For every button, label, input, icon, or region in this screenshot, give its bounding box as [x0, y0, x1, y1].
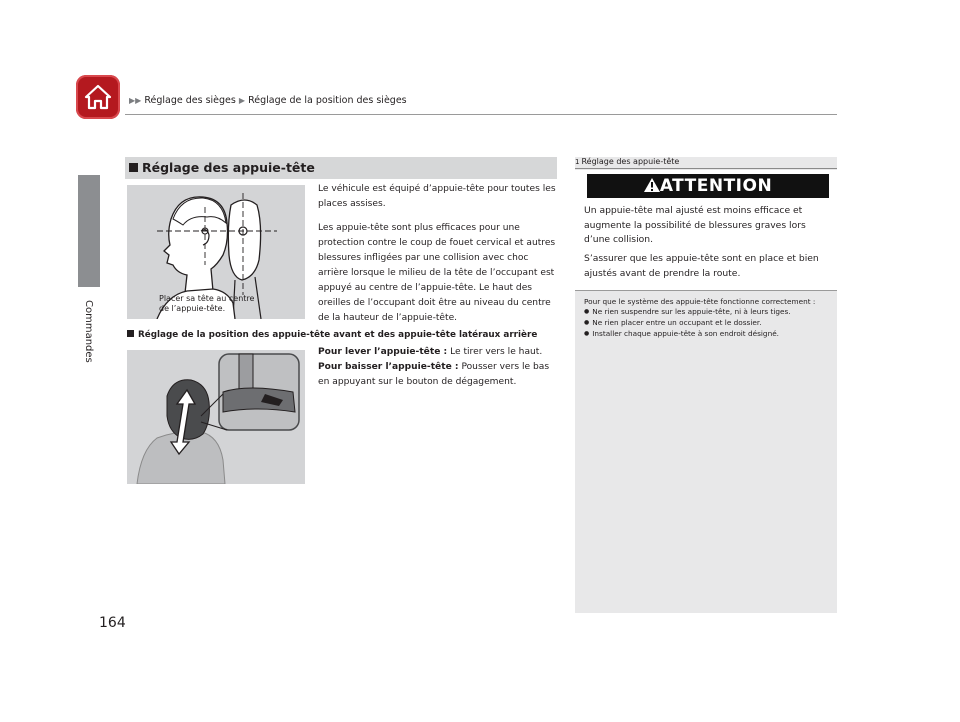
page-number: 164	[99, 615, 126, 631]
warning-heading: ATTENTION	[587, 174, 829, 198]
chevron-right-icon: ▶	[238, 96, 246, 105]
list-item: ● Installer chaque appuie-tête à son endroit désigné.	[584, 329, 829, 340]
square-bullet-icon	[127, 330, 134, 337]
adjustment-steps	[318, 345, 558, 390]
chapter-tab	[78, 175, 100, 287]
warning-text: S’assurer que les appuie-tête sont en place et bien ajustés avant de prendre la route.	[584, 253, 819, 279]
chapter-label: Commandes	[83, 300, 94, 363]
note-intro: Pour que le système des appuie-tête fonctionne correctement :	[584, 297, 816, 306]
body-paragraph: Les appuie-tête sont plus efficaces pour une protection contre le coup de fouet cervical et autres blessures infligées par une collision avec choc arrière lorsque le milieu de la tête de l’occupant est appuyé au centre de l’appuie-tête. Le haut des oreilles de l’occupant doit être au niveau du centre de la hauteur de l’appuie-tête.	[318, 223, 556, 323]
header-divider	[125, 114, 837, 115]
square-bullet-icon	[129, 163, 138, 172]
list-item: ● Ne rien suspendre sur les appuie-tête, ni à leurs tiges.	[584, 307, 829, 318]
breadcrumb-item[interactable]: Réglage de la position des sièges	[248, 95, 407, 106]
breadcrumb	[129, 95, 407, 106]
seat-headrest-illustration	[127, 350, 305, 484]
list-item: ● Ne rien placer entre un occupant et le dossier.	[584, 318, 829, 329]
intro-paragraph: Le véhicule est équipé d’appuie-tête pour toutes les places assises.	[318, 184, 556, 209]
step-raise: Pour lever l’appuie-tête : Le tirer vers le haut.	[318, 347, 543, 357]
note-title: 1 Réglage des appuie-tête	[575, 157, 680, 166]
chevron-right-icon: ▶▶	[129, 96, 142, 105]
home-icon	[83, 82, 113, 112]
step-lower: Pour baisser l’appuie-tête : Pousser vers le bas en appuyant sur le bouton de dégagement.	[318, 362, 550, 387]
figure-caption: Placer sa tête au centre de l’appuie-tête.	[159, 294, 255, 313]
note-bullet-list	[584, 307, 829, 340]
warning-triangle-icon	[644, 178, 660, 192]
subsection-heading: Réglage de la position des appuie-tête avant et des appuie-tête latéraux arrière	[127, 330, 537, 340]
note-body	[584, 297, 829, 340]
breadcrumb-item[interactable]: Réglage des sièges	[144, 95, 236, 106]
headrest-adjustment-illustration	[127, 350, 305, 484]
note-divider	[575, 168, 837, 169]
section-title: Réglage des appuie-tête	[129, 160, 315, 175]
reference-icon: 1	[575, 158, 580, 166]
home-button[interactable]	[76, 75, 120, 119]
warning-text: Un appuie-tête mal ajusté est moins efficace et augmente la possibilité de blessures graves lors d’une collision.	[584, 205, 806, 245]
